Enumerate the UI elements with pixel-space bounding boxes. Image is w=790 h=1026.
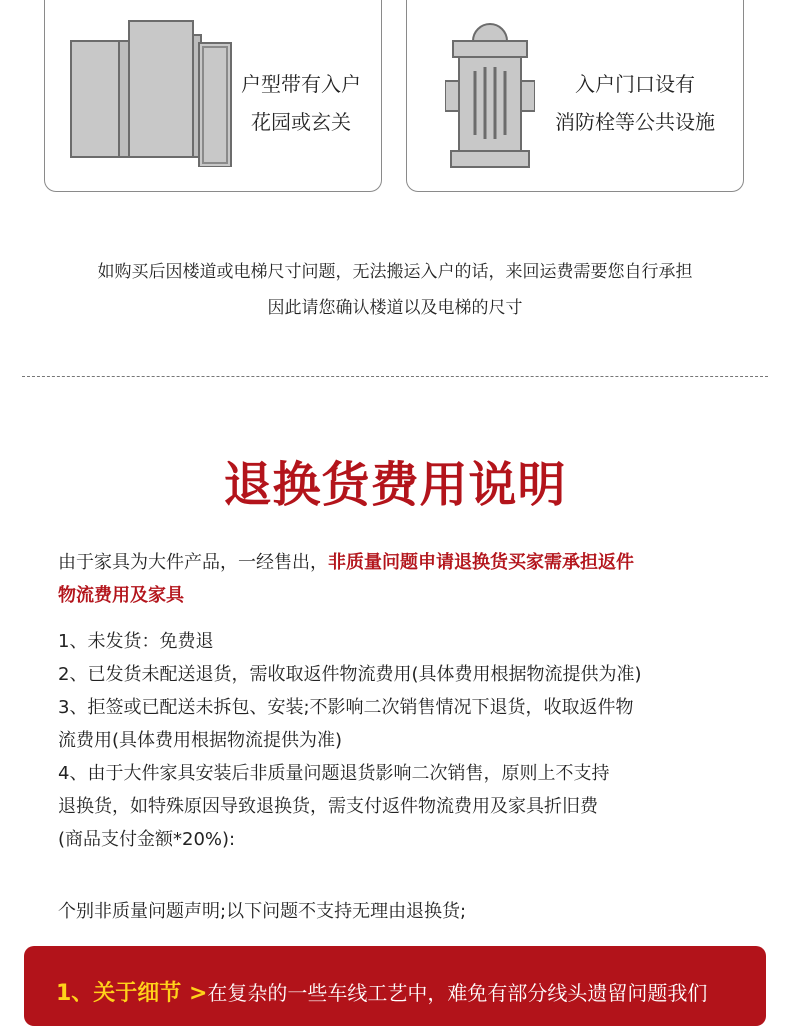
list-item: 2、已发货未配送退货，需收取返件物流费用(具体费用根据物流提供为准) (58, 664, 642, 685)
intro-plain-text: 由于家具为大件产品，一经售出， (58, 552, 328, 573)
statement-text: 个别非质量问题声明;以下问题不支持无理由退换货; (58, 901, 467, 922)
list-item: 1、未发货：免费退 (58, 631, 214, 652)
banner-body: 在复杂的一些车线工艺中，难免有部分线头遗留问题我们 (207, 981, 708, 1005)
shipping-notice (0, 254, 790, 326)
card-caption (241, 65, 361, 141)
list-item: 流费用(具体费用根据物流提供为准) (58, 730, 343, 751)
intro-paragraph (58, 546, 748, 612)
notice-line: 因此请您确认楼道以及电梯的尺寸 (267, 298, 523, 318)
return-policy-list (58, 625, 748, 856)
intro-highlight-text: 非质量问题申请退换货买家需承担返件 (328, 552, 634, 573)
intro-line (58, 546, 748, 579)
card-caption-line: 消防栓等公共设施 (555, 110, 715, 134)
card-caption (555, 65, 715, 141)
banner-text (56, 976, 707, 1007)
detail-banner (24, 946, 766, 1026)
dashed-divider (22, 376, 768, 377)
card-caption-line: 花园或玄关 (251, 110, 351, 134)
fire-hydrant-icon (445, 15, 535, 171)
banner-heading: 1、关于细节 > (56, 981, 208, 1006)
list-item: 3、拒签或已配送未拆包、安装;不影响二次销售情况下退货，收取返件物 (58, 697, 634, 718)
list-item: 退换货，如特殊原因导致退换货，需支付返件物流费用及家具折旧费 (58, 796, 598, 817)
card-caption-line: 入户门口设有 (575, 72, 695, 96)
card-caption-line: 户型带有入户 (241, 72, 361, 96)
list-item: (商品支付金额*20%): (58, 829, 236, 850)
building-icon (67, 17, 237, 167)
list-item: 4、由于大件家具安装后非质量问题退货影响二次销售，原则上不支持 (58, 763, 610, 784)
notice-line: 如购买后因楼道或电梯尺寸问题，无法搬运入户的话，来回运费需要您自行承担 (97, 262, 693, 282)
section-title: 退换货费用说明 (223, 457, 567, 513)
info-card-entrance-garden (44, 0, 382, 192)
intro-highlight-text: 物流费用及家具 (58, 585, 184, 606)
info-card-fire-hydrant (406, 0, 744, 192)
